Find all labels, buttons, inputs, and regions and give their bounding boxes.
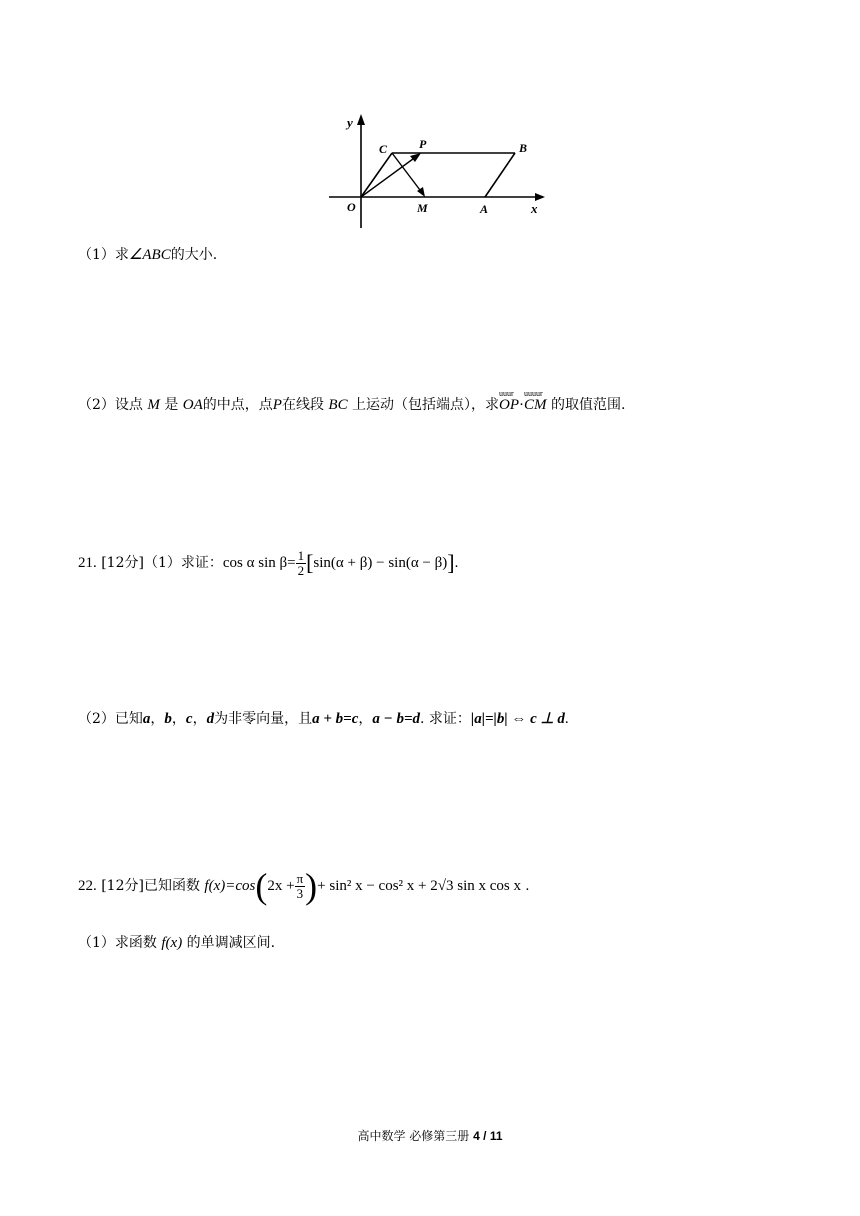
q20-angle-abc: ∠ABC [128,247,171,263]
q20-text5: 的取值范围. [550,397,626,413]
q22-part1-fx: f(x) [161,935,183,951]
q20-part1-suffix: 的大小. [170,247,218,263]
q20-point-P: P [272,397,282,413]
q20-vector-OP-label: OP [499,397,520,413]
label-A: A [480,202,489,216]
q22-part1-suffix: 的单调减区间. [186,935,276,951]
q22-statement [78,866,529,906]
q21-comma2: ， [171,711,186,727]
q21-left-bracket: [ [306,550,314,575]
q21-score: [12分] [101,555,144,571]
q20-vector-OP [499,389,520,414]
q20-part1-prefix: （1）求 [78,247,129,263]
q20-part2 [78,389,626,414]
label-C: C [379,142,388,156]
q20-vecmark-CM: uuuur [524,389,543,398]
q21-eq2: a − b=d [372,711,420,727]
q22-frac-den: 3 [296,885,304,901]
q21-text2: . 求证： [420,711,471,727]
q21-part1-prefix: （1）求证： [143,555,223,571]
q21-frac-den: 2 [297,562,305,578]
q21-part2-end: . [564,711,569,727]
q20-point-M: M [147,397,160,413]
segment-BA [485,153,515,197]
q21-lhs: cos α sin β [222,555,288,571]
q21-rhs: sin(α + β) − sin(α − β) [313,555,448,571]
q22-part1 [78,934,275,952]
q20-text1: 是 [164,397,179,413]
q22-rest: + sin² x − cos² x + 2√3 sin x cos x [317,878,521,894]
vector-CM [392,153,423,194]
q21-end: . [454,555,459,571]
q22-left-paren: ( [255,866,268,906]
q21-right-bracket: ] [447,550,455,575]
q22-f-lhs: f(x)=cos [204,878,256,894]
q21-vec-b: b [164,711,172,727]
geometry-figure [325,108,555,233]
label-M: M [417,201,428,215]
q20-dot: · [519,397,525,413]
q22-end: . [525,878,530,894]
q22-cos-arg: 2x + [267,878,295,894]
label-O: O [347,200,356,214]
q22-number: 22. [78,878,97,894]
q21-vec-a: a [142,711,151,727]
q21-part2-prefix: （2）已知 [78,711,143,727]
q21-part2 [78,710,569,728]
q20-segment-OA: OA [182,397,203,413]
q20-vector-CM [524,389,547,414]
q21-comma4: ， [358,711,373,727]
q22-fraction [295,872,306,901]
label-P: P [419,137,427,151]
q21-claim: |a|=|b| ⇔ c ⊥ d [470,711,565,727]
footer-title: 高中数学 必修第三册 [357,1129,470,1143]
q22-right-paren: ) [305,866,318,906]
q22-frac-num: π [296,870,304,886]
q22-score: [12分] [101,878,144,894]
q21-vec-d: d [206,711,215,727]
segment-OC [361,153,392,197]
q20-text3: 在线段 [281,397,324,413]
q20-part1 [78,246,217,264]
q22-part1-prefix: （1）求函数 [78,935,157,951]
vector-OP [361,156,417,197]
q21-equals: = [287,555,296,571]
x-axis-arrow [535,193,545,201]
q21-fraction [296,549,307,578]
label-B: B [519,141,528,155]
page-number: 4 / 11 [473,1129,503,1143]
label-y: y [347,115,353,130]
q21-number: 21. [78,555,97,571]
q21-text1: 为非零向量，且 [214,711,313,727]
q20-text2: 的中点，点 [202,397,273,413]
q21-frac-num: 1 [297,547,305,563]
q20-vecmark-OP: uuur [499,389,514,398]
page-footer [0,1127,860,1144]
q21-part1 [78,546,458,580]
q20-vector-CM-label: CM [524,397,547,413]
q21-comma1: ， [150,711,165,727]
q20-text4: 上运动（包括端点），求 [352,397,500,413]
q20-segment-BC: BC [328,397,348,413]
q21-comma3: ， [192,711,207,727]
q21-eq1: a + b=c [312,711,359,727]
q22-intro: 已知函数 [143,878,200,894]
y-axis-arrow [357,114,365,125]
q20-part2-prefix: （2）设点 [78,397,143,413]
q21-vec-c: c [185,711,193,727]
label-x: x [531,201,538,216]
